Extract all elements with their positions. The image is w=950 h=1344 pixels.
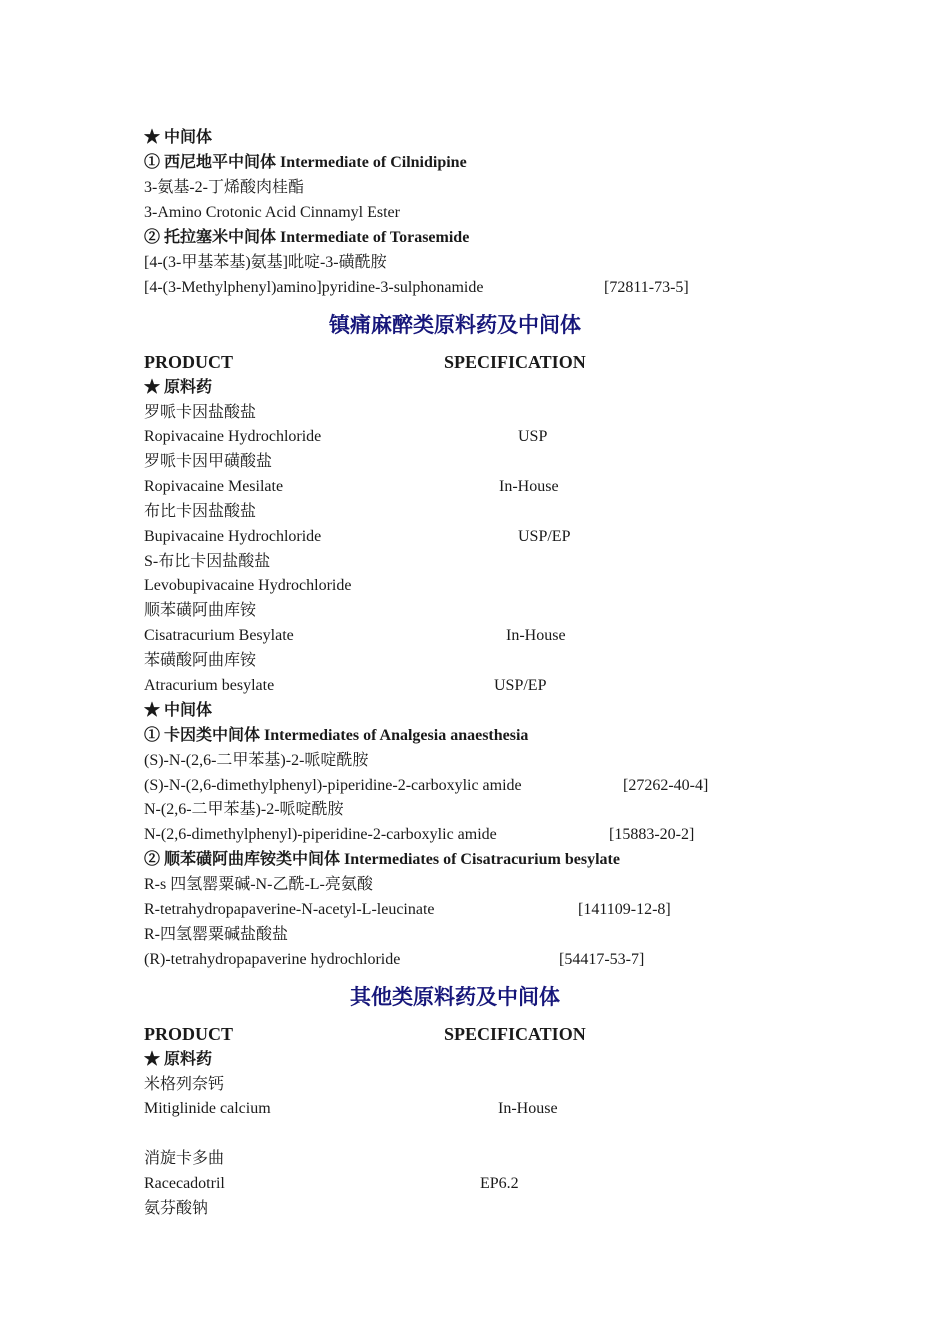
api-en-name: Ropivacaine Mesilate [144,478,284,495]
api-en-name: Cisatracurium Besylate [144,627,294,644]
api-cn-name: 苯磺酸阿曲库铵 [144,652,257,669]
cas-number: [27262-40-4] [623,777,709,794]
specification-column-header: SPECIFICATION [444,352,586,372]
star-intermediates-label: ★ 中间体 [144,129,213,146]
star-api-label: ★ 原料药 [144,1051,213,1068]
api-en-name: Mitiglinide calcium [144,1100,271,1117]
cilnidipine-intermediate-title: ① 西尼地平中间体 Intermediate of Cilnidipine [144,154,467,171]
item-cn-name: R-s 四氢罂粟碱-N-乙酰-L-亮氨酸 [144,876,373,893]
api-spec: USP/EP [494,677,547,694]
torasemide-intermediate-title: ② 托拉塞米中间体 Intermediate of Torasemide [144,229,470,246]
api-en-name: Levobupivacaine Hydrochloride [144,577,352,594]
item-en-name: [4-(3-Methylphenyl)amino]pyridine-3-sulphonamide [144,279,484,296]
api-spec: In-House [499,478,559,495]
cisatracurium-intermediates-title: ② 顺苯磺阿曲库铵类中间体 Intermediates of Cisatracurium besylate [144,851,620,868]
item-cn-name: [4-(3-甲基苯基)氨基]吡啶-3-磺酰胺 [144,254,387,271]
product-column-header: PRODUCT [144,1024,233,1044]
cas-number: [72811-73-5] [604,279,689,296]
api-cn-name: 氨芬酸钠 [144,1200,209,1217]
api-cn-name: 罗哌卡因甲磺酸盐 [144,453,273,470]
item-en-name: (R)-tetrahydropapaverine hydrochloride [144,951,401,968]
cas-number: [15883-20-2] [609,826,695,843]
api-en-name: Atracurium besylate [144,677,275,694]
item-cn-name: R-四氢罂粟碱盐酸盐 [144,926,289,943]
api-cn-name: S-布比卡因盐酸盐 [144,553,271,570]
item-en-name: R-tetrahydropapaverine-N-acetyl-L-leucinate [144,901,435,918]
cas-number: [54417-53-7] [559,951,645,968]
api-spec: EP6.2 [480,1175,519,1192]
item-cn-name: (S)-N-(2,6-二甲苯基)-2-哌啶酰胺 [144,752,369,769]
star-intermediates-label: ★ 中间体 [144,702,213,719]
product-column-header: PRODUCT [144,352,233,372]
item-en-name: N-(2,6-dimethylphenyl)-piperidine-2-carboxylic amide [144,826,497,843]
api-cn-name: 顺苯磺阿曲库铵 [144,602,257,619]
api-cn-name: 布比卡因盐酸盐 [144,503,257,520]
analgesia-intermediates-title: ① 卡因类中间体 Intermediates of Analgesia anaesthesia [144,727,529,744]
api-cn-name: 罗哌卡因盐酸盐 [144,404,257,421]
api-en-name: Bupivacaine Hydrochloride [144,528,322,545]
specification-column-header: SPECIFICATION [444,1024,586,1044]
item-cn-name: 3-氨基-2-丁烯酸肉桂酯 [144,179,304,196]
api-cn-name: 米格列奈钙 [144,1076,225,1093]
api-cn-name: 消旋卡多曲 [144,1150,225,1167]
star-api-label: ★ 原料药 [144,379,213,396]
api-spec: USP [518,428,548,445]
section-heading-analgesia: 镇痛麻醉类原料药及中间体 [329,313,581,337]
item-en-name: (S)-N-(2,6-dimethylphenyl)-piperidine-2-carboxylic amide [144,777,522,794]
section-heading-other: 其他类原料药及中间体 [350,985,560,1009]
item-en-name: 3-Amino Crotonic Acid Cinnamyl Ester [144,204,400,221]
api-en-name: Racecadotril [144,1175,225,1192]
api-spec: In-House [506,627,566,644]
api-en-name: Ropivacaine Hydrochloride [144,428,322,445]
cas-number: [141109-12-8] [578,901,671,918]
api-spec: USP/EP [518,528,571,545]
item-cn-name: N-(2,6-二甲苯基)-2-哌啶酰胺 [144,801,344,818]
api-spec: In-House [498,1100,558,1117]
